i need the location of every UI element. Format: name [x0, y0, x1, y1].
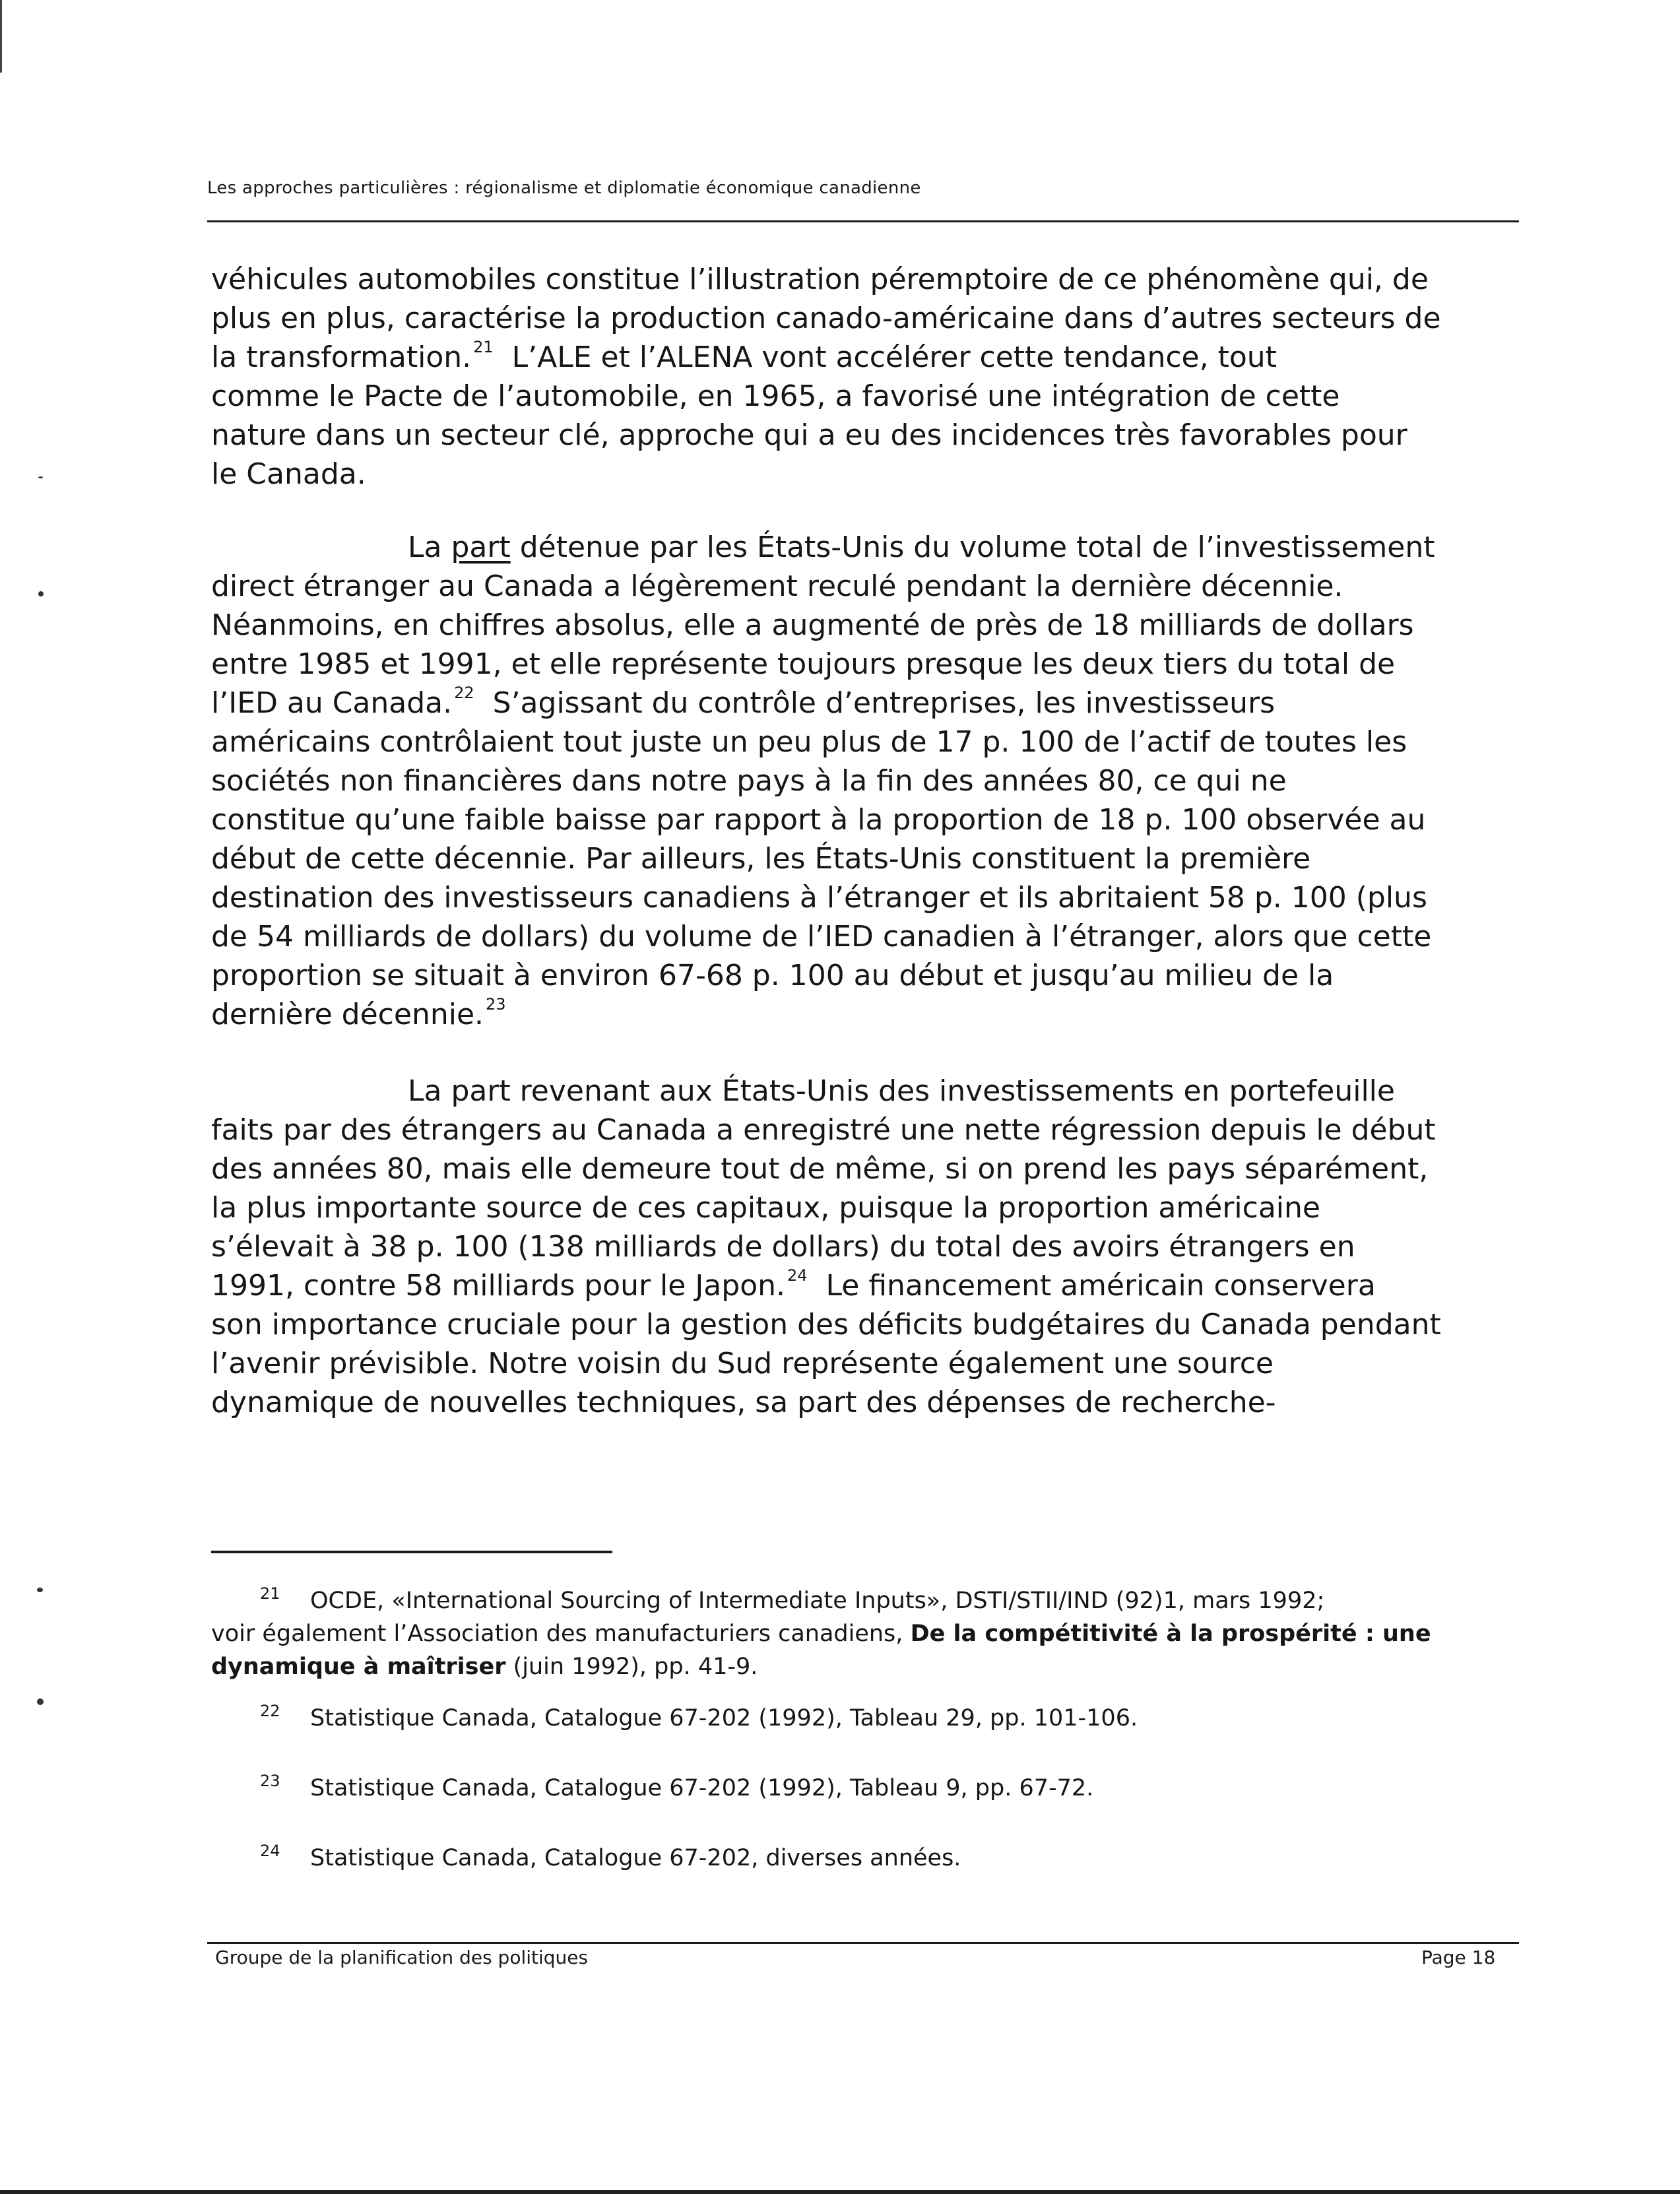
text-line: comme le Pacte de l’automobile, en 1965, a favorisé une intégration de cette — [211, 379, 1340, 413]
text-line: direct étranger au Canada a légèrement reculé pendant la dernière décennie. — [211, 569, 1343, 603]
text-line: 1991, contre 58 milliards pour le Japon. $^{24}$ Le financement américain conservera — [211, 1266, 1376, 1303]
footnote-text: OCDE, «International Sourcing of Intermediate Inputs», DSTI/STII/IND (92)1, mars 1992; — [310, 1588, 1325, 1614]
footnote-22 — [211, 1694, 1518, 1735]
text-line: dynamique de nouvelles techniques, sa part des dépenses de recherche- — [211, 1386, 1276, 1419]
page-number: Page 18 — [1421, 1947, 1496, 1968]
paragraph-3 — [211, 1072, 1518, 1422]
footnote-number: 21 — [260, 1584, 280, 1603]
text-line: Néanmoins, en chiffres absolus, elle a augmenté de près de 18 milliards de dollars — [211, 608, 1414, 642]
text-line: sociétés non financières dans notre pays à la fin des années 80, ce qui ne — [211, 764, 1287, 798]
footnote-title: dynamique à maîtriser — [211, 1654, 506, 1680]
text-line: dernière décennie. $^{23}$ — [211, 995, 506, 1031]
footer-organization: Groupe de la planification des politiques — [215, 1947, 589, 1968]
scan-speck — [38, 591, 44, 597]
text-line: le Canada. — [211, 457, 366, 491]
scan-speck — [38, 476, 43, 478]
text-line: des années 80, mais elle demeure tout de même, si on prend les pays séparément, — [211, 1152, 1429, 1186]
running-head: Les approches particulières : régionalisme et diplomatie économique canadienne — [207, 178, 921, 198]
header-rule — [207, 220, 1519, 222]
footnote-ref: 22 — [454, 684, 474, 702]
text-line: plus en plus, caractérise la production canado-américaine dans d’autres secteurs de — [211, 302, 1441, 335]
scan-speck — [37, 1698, 44, 1705]
footnote-number: 23 — [260, 1772, 280, 1790]
scan-edge-mark — [0, 0, 2, 73]
footer-rule — [207, 1942, 1519, 1944]
footnote-ref: 24 — [787, 1266, 808, 1285]
footnote-text: Statistique Canada, Catalogue 67-202, diverses années. — [310, 1845, 961, 1871]
text-line: entre 1985 et 1991, et elle représente toujours presque les deux tiers du total de — [211, 647, 1396, 681]
footnote-text: Statistique Canada, Catalogue 67-202 (1992), Tableau 29, pp. 101-106. — [310, 1705, 1138, 1731]
footnote-23 — [211, 1764, 1518, 1805]
text-line: nature dans un secteur clé, approche qui a eu des incidences très favorables pour — [211, 418, 1407, 452]
text-line: la plus importante source de ces capitaux, puisque la proportion américaine — [211, 1191, 1320, 1225]
footnote-text: Statistique Canada, Catalogue 67-202 (1992), Tableau 9, pp. 67-72. — [310, 1775, 1094, 1801]
text-line: américains contrôlaient tout juste un peu plus de 17 p. 100 de l’actif de toutes les — [211, 725, 1407, 759]
text-line: véhicules automobiles constitue l’illustration péremptoire de ce phénomène qui, de — [211, 263, 1429, 296]
text-line: début de cette décennie. Par ailleurs, les États-Unis constituent la première — [211, 842, 1311, 876]
text-line: s’élevait à 38 p. 100 (138 milliards de dollars) du total des avoirs étrangers en — [211, 1230, 1355, 1264]
footnote-text: voir également l’Association des manufacturiers canadiens, — [211, 1621, 903, 1647]
footnote-ref: 23 — [486, 995, 506, 1014]
text-line: faits par des étrangers au Canada a enregistré une nette régression depuis le début — [211, 1113, 1436, 1147]
footnote-title: De la compétitivité à la prospérité : une — [910, 1621, 1431, 1647]
text-line: La part détenue par les États-Unis du volume total de l’investissement — [408, 531, 1435, 564]
text-line: l’avenir prévisible. Notre voisin du Sud représente également une source — [211, 1347, 1274, 1380]
paragraph-2 — [211, 528, 1518, 1034]
scan-edge-mark — [0, 2190, 1680, 2194]
footnote-number: 22 — [260, 1702, 280, 1720]
text-line: l’IED au Canada. $^{22}$ S’agissant du contrôle d’entreprises, les investisseurs — [211, 684, 1276, 720]
footnote-ref: 21 — [473, 338, 494, 356]
footnote-text: (juin 1992), pp. 41-9. — [505, 1654, 758, 1680]
footnote-21 — [211, 1577, 1518, 1683]
footnote-separator — [211, 1551, 612, 1553]
text-line: proportion se situait à environ 67-68 p. 100 au début et jusqu’au milieu de la — [211, 959, 1334, 992]
text-line: constitue qu’une faible baisse par rapport à la proportion de 18 p. 100 observée au — [211, 803, 1426, 837]
text-line: La part revenant aux États-Unis des investissements en portefeuille — [408, 1074, 1395, 1108]
text-line: son importance cruciale pour la gestion des déficits budgétaires du Canada pendant — [211, 1308, 1441, 1341]
text-line: destination des investisseurs canadiens à l’étranger et ils abritaient 58 p. 100 (plus — [211, 881, 1427, 915]
footnote-24 — [211, 1834, 1518, 1875]
paragraph-1 — [211, 260, 1518, 494]
footnote-number: 24 — [260, 1842, 280, 1860]
text-line: de 54 milliards de dollars) du volume de l’IED canadien à l’étranger, alors que cette — [211, 920, 1432, 953]
underlined-word: part — [451, 531, 511, 564]
text-line: la transformation. $^{21}$ L’ALE et l’ALENA vont accélérer cette tendance, tout — [211, 338, 1277, 374]
scan-speck — [37, 1588, 43, 1592]
